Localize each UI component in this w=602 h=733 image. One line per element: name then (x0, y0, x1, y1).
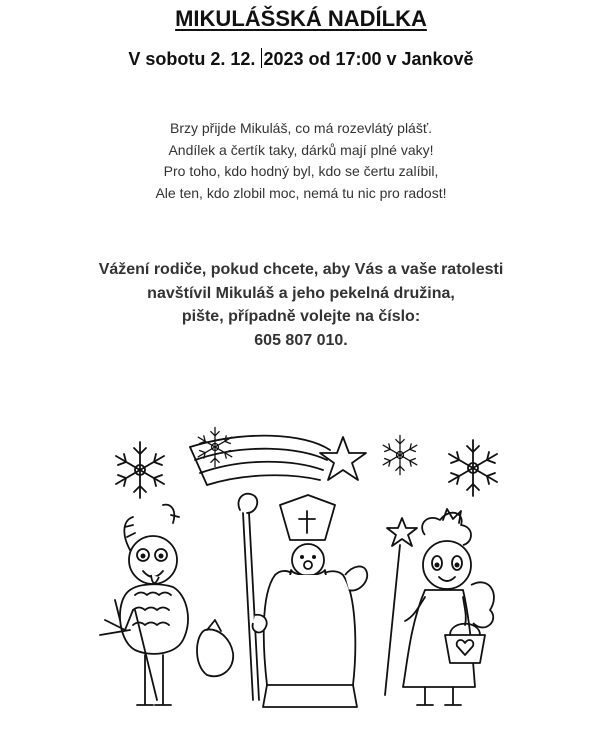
saint-nicholas-icon (238, 494, 367, 707)
page-title: MIKULÁŠSKÁ NADÍLKA (175, 6, 427, 31)
poem-line: Andílek a čertík taky, dárků mají plné vaky! (168, 141, 434, 158)
poem-line: Brzy přijde Mikuláš, co má rozevlátý plášť. (169, 120, 432, 136)
appeal-line: Vážení rodiče, pokud chcete, aby Vás a vaše ratolesti (98, 261, 504, 278)
poem-line: Pro toho, kdo hodný byl, kdo se čertu zalíbil, (163, 163, 439, 179)
event-date-text-end: 2023 od 17:00 v Jankově (263, 49, 474, 69)
poem-line: Ale ten, kdo zlobil moc, nemá tu nic pro radost! (155, 184, 447, 201)
event-date-line (0, 48, 602, 70)
christmas-illustration (95, 425, 505, 725)
poem (0, 118, 602, 204)
snowflake-icon (198, 427, 232, 466)
parents-appeal (0, 258, 602, 352)
event-date-text-start: V sobotu 2. 12. (128, 49, 261, 69)
devil-icon (100, 505, 233, 705)
snowflake-icon (449, 440, 497, 496)
snowflake-icon (116, 442, 164, 498)
appeal-line: navštívil Mikuláš a jeho pekelná družina, (147, 284, 455, 302)
appeal-line: pište, případně volejte na číslo: (181, 308, 421, 325)
contact-phone: 605 807 010. (254, 331, 348, 349)
snowflake-icon (383, 435, 417, 474)
angel-icon (385, 509, 494, 705)
